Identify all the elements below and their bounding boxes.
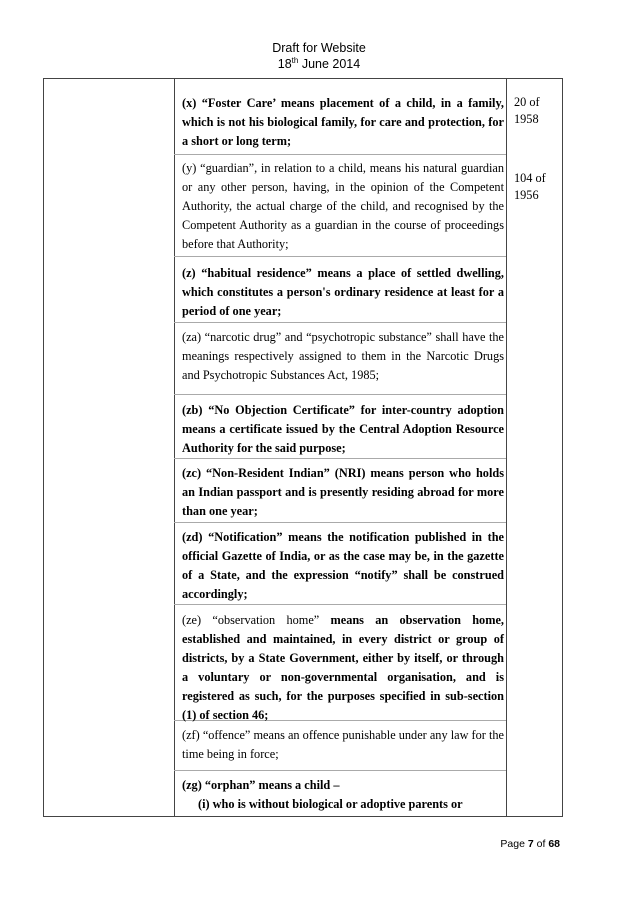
- definition-y: (y) “guardian”, in relation to a child, means his natural guardian or any other person, having, in the opinion of the Competent Authority, the actual charge of the child, and recognised by the Competent Authority as a guardian in the course of proceedings before that Authority;: [182, 161, 504, 251]
- header-title: Draft for Website: [272, 41, 366, 55]
- entry-separator: [174, 522, 506, 523]
- definition-ze: [182, 611, 504, 725]
- column-divider-right: [506, 78, 507, 817]
- reference-20-of-1958: 20 of 1958: [514, 95, 540, 126]
- definition-zb: (zb) “No Objection Certificate” for inter-country adoption means a certificate issued by the Central Adoption Resource Authority for the said purpose;: [182, 403, 504, 455]
- entry-separator: [174, 394, 506, 395]
- definition-zg-clause-i: (i) who is without biological or adoptive parents or: [198, 797, 463, 811]
- date-day: 18: [277, 57, 292, 71]
- definition-ze-body: means an observation home, established and maintained, in every district or group of districts, by a State Government, either by itself, or through a voluntary or non-governmental organisation, and is registered as such, for the purposes specified in sub-section (1) of section 46;: [182, 613, 504, 722]
- date-suffix: th: [291, 56, 299, 65]
- date-month-year: June 2014: [301, 57, 361, 71]
- entry-separator: [174, 256, 506, 257]
- definition-zd: (zd) “Notification” means the notification published in the official Gazette of India, or as the case may be, in the gazette of a State, and the expression “notify” shall be construed accordingly;: [182, 530, 504, 601]
- entry-separator: [174, 154, 506, 155]
- reference-104-of-1956: 104 of 1956: [514, 171, 546, 202]
- definition-zc: (zc) “Non-Resident Indian” (NRI) means person who holds an Indian passport and is presently residing abroad for more than one year;: [182, 466, 504, 518]
- column-divider-left: [174, 78, 175, 817]
- definition-zf: (zf) “offence” means an offence punishable under any law for the time being in force;: [182, 728, 504, 761]
- entry-separator: [174, 770, 506, 771]
- definition-ze-term: (ze) “observation home”: [182, 613, 320, 627]
- definition-zg: (zg) “orphan” means a child – (i) who is without biological or adoptive parents or: [182, 776, 504, 814]
- definition-z: (z) “habitual residence” means a place of settled dwelling, which constitutes a person's ordinary residence at least for a period of one year;: [182, 266, 504, 318]
- definition-za: (za) “narcotic drug” and “psychotropic substance” shall have the meanings respectively assigned to them in the Narcotic Drugs and Psychotropic Substances Act, 1985;: [182, 330, 504, 382]
- entry-separator: [174, 458, 506, 459]
- definition-x: (x) “Foster Care’ means placement of a child, in a family, which is not his biological family, for care and protection, for a short or long term;: [182, 96, 504, 148]
- entry-separator: [174, 604, 506, 605]
- header-date: [0, 56, 638, 72]
- entry-separator: [174, 322, 506, 323]
- page-number: Page 7 of 68: [500, 838, 560, 850]
